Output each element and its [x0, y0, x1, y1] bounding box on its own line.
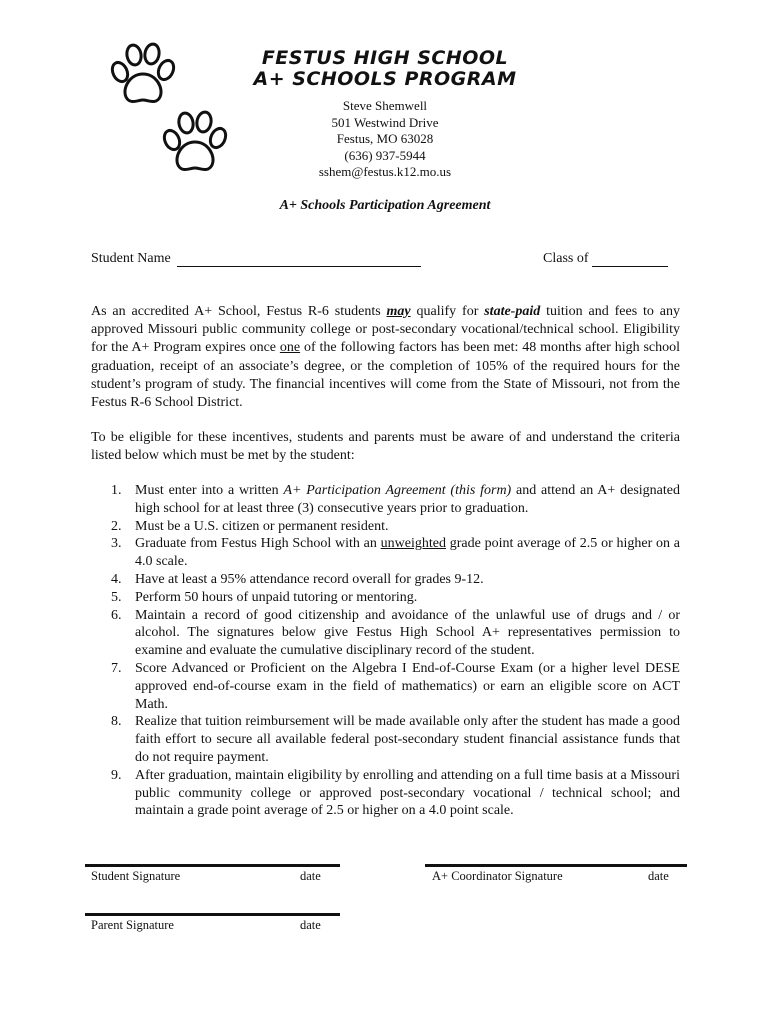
list-item: 9. After graduation, maintain eligibility by enrolling and attending on a full time basis at a Missouri public community college or approved post-secondary vocational / technical school; and maintain a grade point average of 2.5 or higher on a 4.0 point scale. — [111, 767, 680, 819]
student-signature-label: Student Signature — [91, 869, 181, 883]
coordinator-signature-label: A+ Coordinator Signature — [432, 869, 563, 883]
list-item: 3. Graduate from Festus High School with an unweighted grade point average of 2.5 or higher on a 4.0 scale. — [111, 536, 680, 570]
list-item: 6. Maintain a record of good citizenship and avoidance of the unlawful use of drugs and / or alcohol. The signatures below give Festus High School A+ representatives permission to examine and evaluate the cumulative disciplinary record of the student. — [111, 607, 680, 659]
list-item: 7. Score Advanced or Proficient on the Algebra I End-of-Course Exam (or a higher level DESE approved end-of-course exam in the field of mathematics) or earn an eligible score on ACT Math. — [111, 660, 680, 712]
list-item: 2. Must be a U.S. citizen or permanent resident. — [111, 518, 389, 534]
student-name-row — [91, 251, 421, 267]
list-item: 5. Perform 50 hours of unpaid tutoring or mentoring. — [111, 589, 418, 605]
class-of-label: Class of — [543, 251, 589, 266]
student-date-label: date — [300, 869, 321, 883]
emphasis-state-paid: state-paid — [484, 304, 541, 319]
list-item: 8. Realize that tuition reimbursement will be made available only after the student has made a good faith effort to secure all available federal post-secondary student financial assistance funds that do not require payment. — [111, 714, 680, 765]
program-name: A+ SCHOOLS PROGRAM — [253, 68, 517, 90]
contact-name: Steve Shemwell — [342, 98, 428, 113]
emphasis-may: may — [386, 304, 411, 319]
coordinator-signature-line[interactable] — [425, 864, 687, 867]
list-item: 1. Must enter into a written A+ Participation Agreement (this form) and attend an A+ designated high school for at least three (3) consecutive years prior to graduation. — [111, 483, 680, 516]
contact-block — [0, 98, 770, 181]
class-of-row — [543, 251, 668, 267]
parent-signature-label: Parent Signature — [91, 918, 174, 932]
contact-phone: (636) 937-5944 — [344, 147, 426, 163]
student-name-label: Student Name — [91, 251, 171, 266]
criteria-list — [91, 482, 680, 820]
contact-email: sshem@festus.k12.mo.us — [318, 164, 452, 179]
list-item: 4. Have at least a 95% attendance record overall for grades 9-12. — [111, 571, 484, 587]
student-signature-line[interactable] — [85, 864, 340, 867]
contact-street: 501 Westwind Drive — [331, 114, 439, 130]
class-of-field[interactable] — [592, 251, 668, 267]
coordinator-date-label: date — [648, 869, 669, 883]
student-name-field[interactable] — [177, 251, 421, 267]
parent-signature-line[interactable] — [85, 913, 340, 916]
emphasis-one: one — [279, 340, 301, 356]
intro-paragraph: As an accredited A+ School, Festus R-6 students may qualify for state-paid tuition and fees to any approved Missouri public community college or post-secondary vocational/technical school. Eligibility for the A+ Program expires once one of the following factors has been met: 48 months after high school graduation, receipt of an associate’s degree, or the completion of 105% of the required hours for the student’s program of study. The financial incentives will come from the State of Missouri, not from the Festus R-6 School District. — [91, 304, 680, 411]
form-title: A+ Schools Participation Agreement — [279, 198, 491, 213]
parent-date-label: date — [300, 918, 321, 932]
criteria-intro: To be eligible for these incentives, students and parents must be aware of and understand the criteria listed below which must be met by the student: — [91, 430, 680, 464]
contact-city: Festus, MO 63028 — [336, 131, 434, 146]
school-name: FESTUS HIGH SCHOOL — [261, 47, 509, 69]
